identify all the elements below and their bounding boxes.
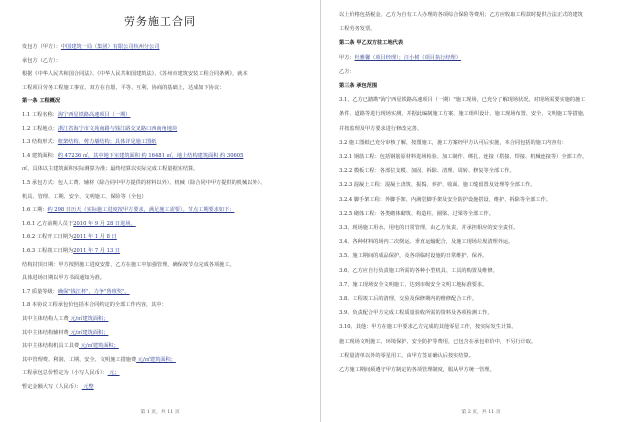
line-text: 其中管理费、利润、工期、安全、文明施工措施费 — [22, 356, 137, 363]
text-line — [339, 83, 377, 89]
text-line — [22, 71, 248, 77]
filled-value: 2011 年 1 月 8 日 — [73, 234, 117, 241]
line-text: 3.8、工程竣工后的清理、交验及保修期内的维修配合工作。 — [339, 296, 477, 302]
text-line — [22, 221, 136, 227]
text-line — [22, 139, 156, 145]
text-line — [339, 140, 567, 146]
line-text: 工程承包总价暂定为（小写人民币）： — [22, 370, 108, 377]
line-text: 1.8 本协议工程承包价包括本合同约定的全部工作内容，其中： — [22, 302, 167, 309]
text-line — [22, 85, 224, 91]
line-text: 3.2.3 混凝土工程：混凝土浇筑、振捣、养护、收面、施工缝留置及处理等全部工作。 — [339, 182, 536, 189]
line-text: 3.1、乙方已踏勘"海宁西星铁路高速项目（一期）"施工现场，已充分了解现场状况，对现场需要实施的施工 — [339, 97, 586, 104]
line-text: 1.6 工期： — [22, 207, 48, 214]
line-text: 3.2.4 脚手架工程：外脚手架、内满堂脚手架及安全防护设施搭设、维护、拆除等全部工作。 — [339, 196, 551, 203]
line-text: 其中主体结构机具工具费 — [22, 343, 80, 350]
line-text: 工程量清单以外的零星用工，由甲方签证确认后按实结算。 — [339, 352, 474, 359]
line-text: 甲方： — [339, 54, 355, 61]
text-line — [339, 268, 498, 274]
text-line — [22, 370, 120, 376]
line-text: 承包方（乙方）： — [22, 57, 61, 64]
line-text: 1.6.1 乙方前期人员于 — [22, 220, 74, 227]
filled-value: 中国建筑一局（集团）有限公司杭州分公司 — [60, 44, 160, 50]
line-text: 3.3、现场施工用水、用电的日常管理，由乙方负责，并承担相应的安全责任。 — [339, 225, 519, 231]
filled-value: 海宁西星铁路高速项目（一期） — [57, 112, 131, 118]
filled-value: 元/㎡建筑面积； — [68, 329, 109, 336]
line-text: 3.10、其他：甲方在施工中要求乙方完成的其他零星工作，按实际发生计算。 — [339, 324, 517, 331]
filled-value: 元/㎡建筑面积； — [68, 316, 109, 322]
text-line — [22, 289, 130, 295]
text-line — [339, 69, 355, 75]
text-line — [22, 44, 159, 50]
text-line — [339, 26, 375, 32]
text-line — [339, 126, 422, 132]
filled-value: 框架结构、剪力墙结构；具体详见施工图纸 — [57, 139, 157, 146]
text-line — [22, 126, 177, 132]
line-text: 发包方（甲方）： — [22, 44, 61, 50]
text-line — [22, 153, 243, 159]
line-text: 机具、管理、工期、安全、文明施工、保险等（全包） — [22, 193, 147, 200]
text-line — [22, 112, 130, 118]
page-footer-1: 第 1 页，共 11 页 — [140, 410, 180, 415]
line-text: 1.6.3 工程竣工日期为 — [22, 248, 74, 254]
line-text: 1.1 工程名称： — [22, 112, 58, 118]
text-line — [22, 207, 234, 213]
filled-value: 元； — [107, 370, 120, 377]
text-line — [22, 166, 198, 172]
text-line — [22, 384, 94, 390]
text-line — [339, 40, 403, 46]
text-line — [22, 180, 265, 186]
line-text: 3.9、负责配合甲方完成工程质量验收所需的资料及各项检测工作。 — [339, 310, 493, 317]
line-text: 工程项目劳务工程施工事宜，双方在自愿、平等、互利、协商的基础上，达成如下协议： — [22, 84, 225, 91]
line-text: 3.4、各种材料的场内二次倒运、垂直运输配合，及施工现场垃圾清理外运。 — [339, 239, 514, 246]
text-line — [22, 357, 176, 363]
text-line — [339, 182, 535, 188]
line-text: 3.6、乙方应自行负责施工所需的各种小型机具、工具的购置及维修。 — [339, 267, 498, 274]
text-line — [22, 330, 108, 336]
line-text: 结构封顶日期：甲方按照施工进度安排，乙方在施工中加强管理，确保按节点完成各项施工。 — [22, 261, 235, 268]
text-line — [339, 296, 477, 302]
text-line — [22, 98, 60, 104]
line-text: 乙方： — [339, 68, 355, 75]
text-line — [339, 97, 585, 103]
line-text: 第二条 甲乙双方驻工地代表 — [339, 40, 404, 47]
text-line — [339, 154, 587, 160]
text-line — [339, 324, 517, 330]
line-text: 3.2.5 砌体工程：各类砌体砌筑、构造柱、圈梁、过梁等全部工作。 — [339, 210, 494, 217]
text-line — [339, 225, 518, 231]
line-text: 3.2 施工图纸已充分审核了解，按图施工，施工方案经甲方认可后实施，本合同包括的施工内容有： — [339, 139, 567, 146]
text-line — [339, 168, 515, 174]
filled-value: 元整 — [81, 384, 94, 390]
line-text: 3.2.2 模板工程：各部位支模、加固、拆除、清理、周转、修复等全部工作。 — [339, 168, 515, 175]
filled-value: 2011 年 7 月 13 日 — [73, 248, 121, 254]
line-text: 条件、道路等进行现场实测，并据此编制施工方案、施工组织设计、施工现场布置、安全、文明施工等措施， — [339, 111, 589, 118]
text-line — [339, 111, 588, 117]
line-text: 暂定金额大写（人民币）： — [22, 384, 82, 390]
line-text: 其中主体结构人工费 — [22, 316, 69, 322]
text-line — [339, 339, 536, 345]
text-line — [339, 367, 495, 373]
line-text: 3.2.1 钢筋工程：包括钢筋原材料进场检验、加工制作、绑扎、连接（搭接、焊接、机械连接等）全部工作。 — [339, 154, 588, 160]
text-line — [339, 12, 583, 18]
text-line — [22, 248, 120, 254]
text-line — [339, 197, 551, 203]
line-text: 具体进场日期以甲方书面通知为准。 — [22, 275, 106, 282]
line-text: 并按监理及甲方要求进行修改完善。 — [339, 125, 423, 132]
text-line — [22, 234, 117, 240]
text-line — [22, 316, 108, 322]
text-line — [339, 310, 493, 316]
text-line — [22, 302, 167, 308]
text-line — [339, 211, 494, 217]
text-line — [339, 282, 487, 288]
contract-page-2 — [320, 0, 640, 422]
line-text: 1.3 结构形式： — [22, 139, 58, 146]
line-text: 其中主体结构辅材费 — [22, 329, 69, 336]
filled-value: 杜雅馨（项目经理）；汪小树（项目执行经理） — [354, 54, 461, 61]
filled-value: 确保"钱江杯"，力争"鲁班奖"。 — [57, 288, 130, 295]
line-text: 1.4 建筑面积： — [22, 152, 58, 159]
text-line — [22, 275, 105, 281]
line-text: 1.6.2 工程开工日期为 — [22, 234, 74, 241]
filled-value: 约 47236 ㎡，其中地下室建筑面积 约 16481 ㎡，地上结构建筑面积 约 30605 — [57, 152, 244, 159]
page-footer-2: 第 2 页，共 11 页 — [461, 410, 501, 415]
text-line — [339, 239, 513, 245]
line-text: 第三条 承包范围 — [339, 83, 378, 89]
document-title: 劳务施工合同 — [124, 15, 196, 28]
filled-value: 约 298 日历天（实际施工进度按甲方要求，满足施工需要）。节点工期要求如下： — [47, 207, 235, 214]
filled-value: 元/㎡建筑面积； — [79, 343, 119, 350]
line-text: 1.5 承包方式：包人工费、辅材（除合同中甲方提供的材料以外）、机械（除合同中甲方提供的机械以外）、 — [22, 180, 266, 186]
line-text: 工程劳务发票。 — [339, 26, 376, 33]
text-line — [339, 55, 461, 61]
line-text: 3.7、施工现场安全文明施工，达到市级安全文明工地标准要求。 — [339, 281, 488, 288]
text-line — [22, 194, 147, 200]
line-text: 1.7 质量等级： — [22, 288, 58, 295]
text-line — [22, 58, 61, 64]
text-line — [339, 353, 474, 359]
line-text: ㎡，具体以主建筑面积实际测算为准；最终结算以实际完成工程量据实结算。 — [22, 166, 199, 173]
filled-value: 2010 年 9 月 28 日进场。 — [73, 220, 136, 227]
line-text: 以上价格包括税金。乙方为自有工人办理的各项综合保险等费用；乙方应收取工程款时提供合法正式的建筑 — [339, 12, 583, 18]
line-text: 第一条 工程概况 — [22, 98, 61, 105]
filled-value: 浙江省海宁市文苑南路与钱江路交叉路口西南角地块 — [57, 125, 178, 132]
text-line — [339, 253, 487, 259]
text-line — [22, 262, 235, 268]
text-line — [22, 343, 119, 349]
line-text: 1.2 工程地点： — [22, 125, 58, 132]
line-text: 施工现场文明施工、环境保护、安全防护等费用，已包含在承包单价中，不另行计取。 — [339, 338, 537, 345]
line-text: 根据《中华人民共和国合同法》、《中华人民共和国建筑法》、《苏州市建筑安装工程合同条例》，就本 — [22, 71, 248, 78]
filled-value: 元/㎡建筑面积； — [136, 356, 176, 363]
line-text: 乙方施工期间须遵守甲方制定的各项管理制度，服从甲方统一管理。 — [339, 367, 495, 373]
line-text: 3.5、施工期间的成品保护，及各项临时设施的日常维护、保养。 — [339, 253, 488, 260]
